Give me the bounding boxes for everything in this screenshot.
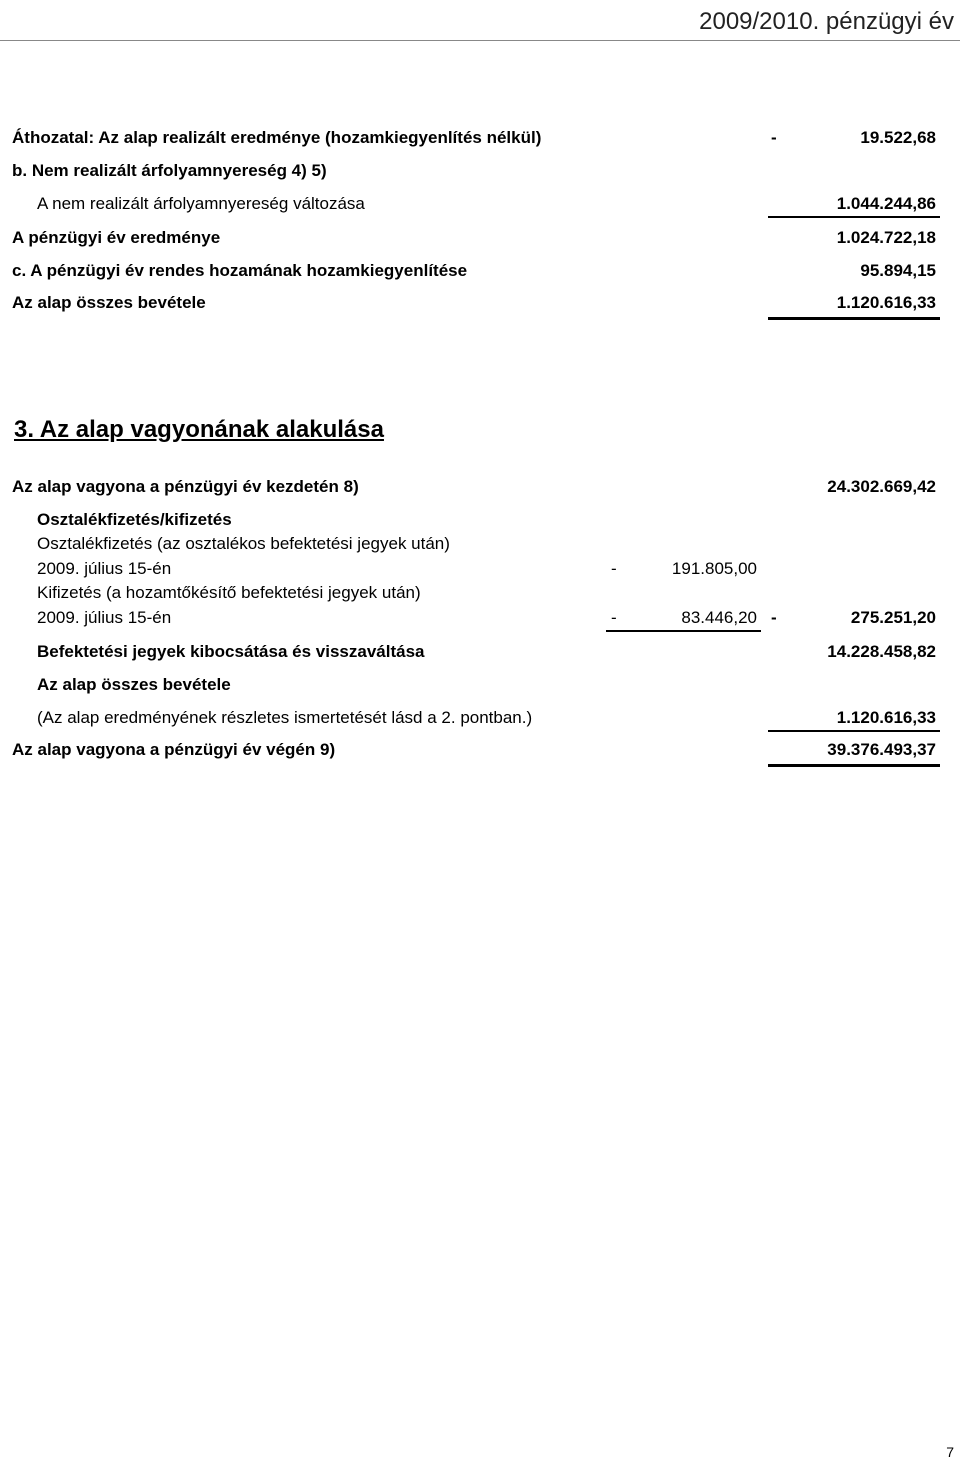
header-divider	[0, 40, 960, 41]
end-assets-label: Az alap vagyona a pénzügyi év végén 9)	[12, 740, 336, 759]
unrealized-change-value: 1.044.244,86	[768, 194, 940, 218]
unrealized-change-label: A nem realizált árfolyamnyereség változása	[37, 194, 365, 213]
year-result-value: 1.024.722,18	[836, 228, 936, 247]
issue-redeem-value: 14.228.458,82	[827, 642, 936, 661]
payout-sign: -	[611, 608, 617, 627]
start-assets-value: 24.302.669,42	[827, 477, 936, 496]
result-reference-label: (Az alap eredményének részletes ismertetését lásd a 2. pontban.)	[37, 708, 533, 727]
payout-total-sign: -	[771, 608, 777, 627]
total-income-value: 1.120.616,33	[768, 293, 940, 320]
end-assets-value: 39.376.493,37	[768, 740, 940, 767]
c-line-label: c. A pénzügyi év rendes hozamának hozamkiegyenlítése	[12, 261, 468, 280]
payout-total-value: 275.251,20	[850, 608, 936, 627]
carryover-value: 19.522,68	[860, 128, 936, 147]
payout-value: 83.446,20	[606, 608, 761, 632]
section-total-income-label: Az alap összes bevétele	[37, 675, 231, 694]
dividend-sign: -	[611, 559, 617, 578]
section-title: 3. Az alap vagyonának alakulása	[14, 416, 384, 443]
carryover-sign: -	[771, 128, 777, 147]
issue-redeem-label: Befektetési jegyek kibocsátása és visszaváltása	[37, 642, 425, 661]
carryover-label: Áthozatal: Az alap realizált eredménye (hozamkiegyenlítés nélkül)	[12, 128, 542, 147]
total-income-label: Az alap összes bevétele	[12, 293, 206, 312]
running-header: 2009/2010. pénzügyi év	[699, 8, 954, 35]
dividend-date-label: 2009. július 15-én	[37, 559, 172, 578]
page-number: 7	[946, 1444, 954, 1460]
dividend-value: 191.805,00	[671, 559, 757, 578]
b-section-title: b. Nem realizált árfolyamnyereség 4) 5)	[12, 161, 327, 180]
dividend-heading: Osztalékfizetés/kifizetés	[37, 510, 232, 529]
dividend-line: Osztalékfizetés (az osztalékos befektetési jegyek után)	[37, 534, 450, 553]
start-assets-label: Az alap vagyona a pénzügyi év kezdetén 8)	[12, 477, 359, 496]
result-reference-value: 1.120.616,33	[768, 708, 940, 732]
payout-line: Kifizetés (a hozamtőkésítő befektetési jegyek után)	[37, 583, 421, 602]
c-line-value: 95.894,15	[860, 261, 936, 280]
year-result-label: A pénzügyi év eredménye	[12, 228, 221, 247]
payout-date-label: 2009. július 15-én	[37, 608, 172, 627]
